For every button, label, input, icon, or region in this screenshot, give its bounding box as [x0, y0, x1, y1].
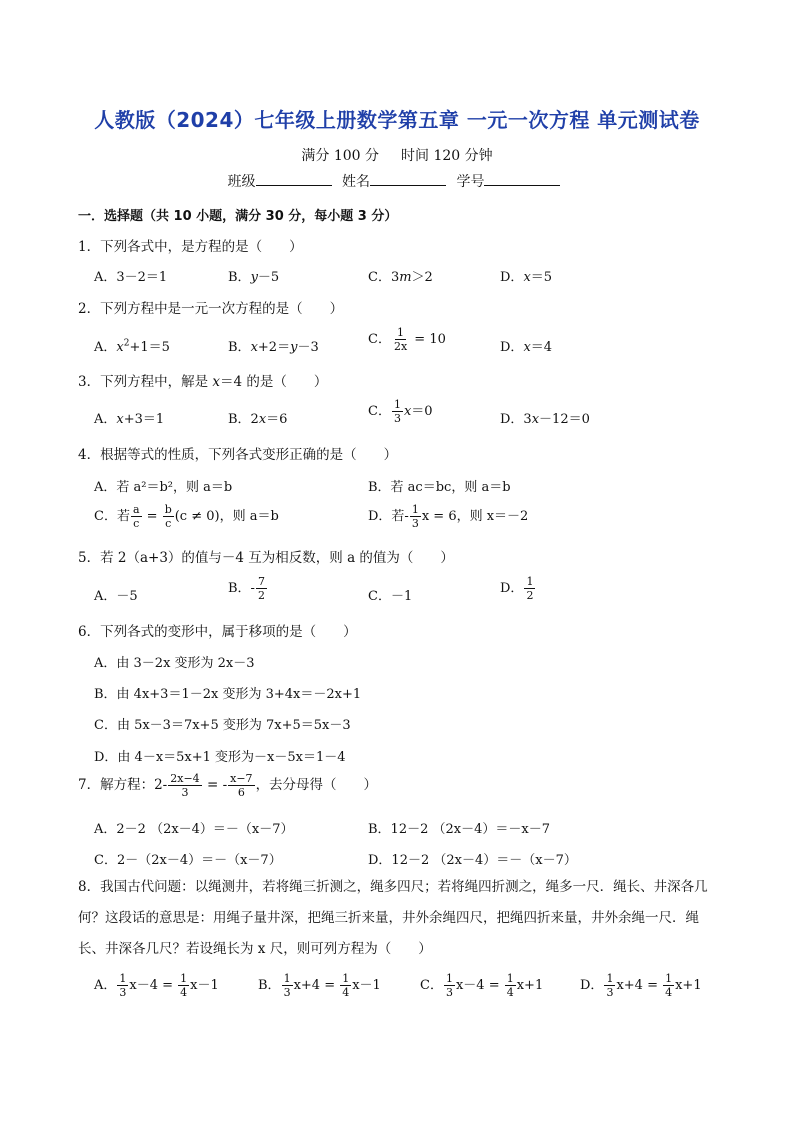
- q4-option-b: B．若 ac＝bc，则 a＝b: [368, 480, 511, 495]
- class-blank[interactable]: [256, 173, 332, 186]
- question-5: 5．若 2（a+3）的值与－4 互为相反数，则 a 的值为（ ）: [78, 550, 454, 566]
- question-1: 1．下列各式中，是方程的是（ ）: [78, 239, 303, 255]
- q2-option-c: C． $\frac{1}{2x}$ = 10: [368, 326, 446, 353]
- q3-option-d: D．3x－12＝0: [500, 412, 590, 427]
- fraction: $\frac{2x-4}{3}$: [170, 772, 200, 799]
- fraction: $\frac{b}{c}$: [164, 503, 172, 530]
- id-label: 学号: [456, 174, 485, 190]
- fraction: $\frac{1}{2x}$: [393, 326, 408, 353]
- fraction: $\frac{1}{2}$: [526, 575, 534, 602]
- q6-option-c: C．由 5x－3＝7x+5 变形为 7x+5＝5x－3: [94, 718, 351, 733]
- question-3: 3．下列方程中，解是 x＝4 的是（ ）: [78, 374, 328, 390]
- name-label: 姓名: [342, 174, 370, 190]
- fraction: $\frac{x-7}{6}$: [230, 772, 253, 799]
- q2-option-d: D．x＝4: [500, 340, 553, 355]
- q2-option-a: A．$x^2+1=5$: [94, 338, 170, 355]
- fraction: $\frac{a}{c}$: [132, 503, 140, 530]
- q8-option-b: B． $\frac{1}{3}$ x+4 = $\frac{1}{4}$ x－1: [258, 972, 381, 999]
- q1-option-c: C．3m＞2: [368, 270, 433, 285]
- fraction: $\frac{1}{3}$: [119, 972, 127, 999]
- q1-option-d: D．x＝5: [500, 270, 553, 285]
- q5-option-d: D． $\frac{1}{2}$: [500, 575, 534, 602]
- q4-option-a: A．若 a²＝b²，则 a＝b: [94, 480, 233, 495]
- q8-option-d: D． $\frac{1}{3}$ x+4 = $\frac{1}{4}$ x+1: [580, 972, 702, 999]
- q5-option-a: A．－5: [94, 589, 138, 604]
- q1-option-a: A．3－2＝1: [94, 270, 168, 285]
- student-info: [0, 171, 794, 191]
- exam-time: 时间 120 分钟: [401, 148, 493, 164]
- question-6: 6．下列各式的变形中，属于移项的是（ ）: [78, 624, 357, 640]
- fraction: $\frac{1}{3}$: [393, 398, 401, 425]
- q3-option-b: B．2x＝6: [228, 412, 288, 427]
- section-heading: 一．选择题（共 10 小题，满分 30 分，每小题 3 分）: [78, 209, 398, 224]
- q6-option-b: B．由 4x+3＝1－2x 变形为 3+4x＝－2x+1: [94, 687, 362, 702]
- q6-option-d: D．由 4－x＝5x+1 变形为－x－5x＝1－4: [94, 750, 346, 765]
- id-blank[interactable]: [484, 173, 560, 186]
- q7-option-b: B．12－2 （2x－4）＝－x－7: [368, 822, 550, 837]
- q8-option-a: A． $\frac{1}{3}$ x－4 = $\frac{1}{4}$ x－1: [94, 972, 219, 999]
- name-blank[interactable]: [370, 173, 446, 186]
- q3-option-a: A．x+3＝1: [94, 412, 165, 427]
- question-8: 8．我国古代问题：以绳测井，若将绳三折测之，绳多四尺；若将绳四折测之，绳多一尺．绳长、井深各几何？这段话的意思是：用绳子量井深，把绳三折来量，井外余绳四尺，把绳四折来量，井外余绳一尺．绳长、井深各几尺？若设绳长为 x 尺，则可列方程为（ ）: [78, 879, 708, 957]
- q7-option-c: C．2－（2x－4）＝－（x－7）: [94, 853, 282, 868]
- q6-option-a: A．由 3－2x 变形为 2x－3: [94, 656, 255, 671]
- q1-option-b: B．y－5: [228, 270, 280, 285]
- full-score: 满分 100 分: [301, 148, 379, 164]
- fraction: $\frac{1}{3}$: [606, 972, 614, 999]
- fraction: $\frac{1}{4}$: [180, 972, 188, 999]
- q3-option-c: C． $\frac{1}{3}$ x＝0: [368, 398, 433, 425]
- fraction: $\frac{1}{4}$: [665, 972, 673, 999]
- class-label: 班级: [227, 174, 256, 190]
- question-4: 4．根据等式的性质，下列各式变形正确的是（ ）: [78, 447, 398, 463]
- fraction: $\frac{1}{4}$: [506, 972, 514, 999]
- q2-option-b: B．x+2＝y－3: [228, 340, 319, 355]
- q7-option-a: A．2－2 （2x－4）＝－（x－7）: [94, 822, 294, 837]
- question-7: 7．解方程：2- $\frac{2x-4}{3}$ = - $\frac{x-7}{6}$ ，去分母得（ ）: [78, 772, 378, 799]
- fraction: $\frac{1}{3}$: [411, 503, 419, 530]
- fraction: $\frac{1}{4}$: [342, 972, 350, 999]
- question-2: 2．下列方程中是一元一次方程的是（ ）: [78, 301, 344, 317]
- fraction: $\frac{1}{3}$: [445, 972, 453, 999]
- q8-option-c: C． $\frac{1}{3}$ x－4 = $\frac{1}{4}$ x+1: [420, 972, 544, 999]
- fraction: $\frac{7}{2}$: [257, 575, 265, 602]
- exam-meta: [0, 145, 794, 165]
- q4-option-c: C．若 $\frac{a}{c}$ = $\frac{b}{c}$ (c ≠ 0)，则 a＝b: [94, 503, 279, 530]
- q5-option-c: C．－1: [368, 589, 413, 604]
- fraction: $\frac{1}{3}$: [283, 972, 291, 999]
- page-title: 人教版（2024）七年级上册数学第五章 一元一次方程 单元测试卷: [94, 108, 700, 132]
- q5-option-b: B．- $\frac{7}{2}$: [228, 575, 265, 602]
- q4-option-d: D．若- $\frac{1}{3}$ x = 6，则 x＝－2: [368, 503, 529, 530]
- q7-option-d: D．12－2 （2x－4）＝－（x－7）: [368, 853, 577, 868]
